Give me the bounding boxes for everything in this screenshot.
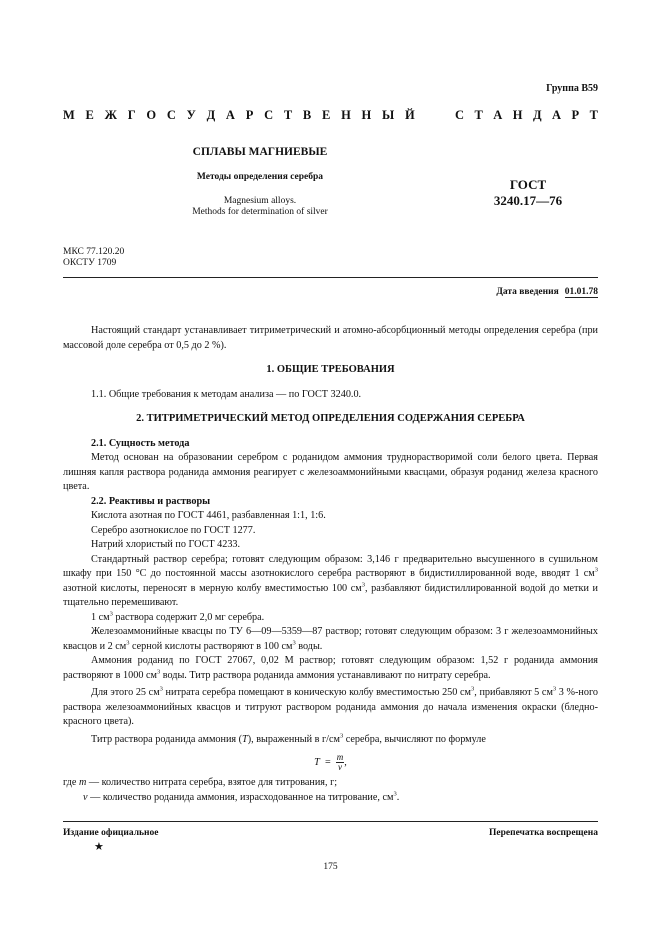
variable-m: m (78, 777, 87, 788)
clause-2-1-heading: 2.1. Сущность метода (91, 437, 190, 449)
interstate-standard-heading (63, 108, 598, 123)
heading-letter: Й (405, 108, 415, 122)
clause-2-1-text: Метод основан на образовании серебром с роданидом аммония труднорастворимой соли белого цвета. Первая лишняя капля раствора роданида аммония реагирует с железоаммонийными квасцами, образуя роданид железа красного цвета. (63, 452, 598, 492)
text-fragment: где (63, 777, 79, 788)
text-fragment: 3 %-ного раствора железоаммонийных квасцов и титруют раствором роданида аммония до начала изменения окраски (бледно-красного цвета). (63, 687, 598, 727)
text-fragment: Аммония роданид по ГОСТ 27067, 0,02 М раствор; готовят следующим образом: 1,52 г роданида аммония растворяют в 1000 см (63, 655, 598, 681)
reprint-prohibited: Перепечатка воспрещена (488, 828, 598, 838)
edition-official: Издание официальное (63, 828, 159, 838)
reagent-nitric-acid: Кислота азотная по ГОСТ 4461, разбавленная 1:1, 1:6. (91, 510, 326, 521)
superscript: 3 (159, 685, 163, 693)
title-main: СПЛАВЫ МАГНИЕВЫЕ (192, 146, 328, 158)
interstate-word (63, 108, 415, 123)
mks-code: МКС 77.120.20 (63, 247, 125, 257)
text-fragment: азотной кислоты, переносят в мерную колбу вместимостью 100 см (63, 582, 362, 594)
heading-letter: А (225, 108, 235, 122)
formula-equals: = (324, 756, 331, 768)
heading-letter: Ы (382, 108, 395, 122)
text-fragment: Для этого 25 см (91, 687, 160, 698)
intro-date-value: 01.01.78 (564, 287, 598, 297)
title-block (150, 146, 370, 218)
where-v (63, 791, 598, 806)
section-1-heading: 1. ОБЩИЕ ТРЕБОВАНИЯ (266, 364, 395, 375)
heading-letter: С (264, 108, 274, 122)
intro-date (496, 287, 598, 297)
superscript: 3 (594, 566, 598, 574)
solution-content-paragraph (63, 611, 598, 626)
heading-letter: А (552, 108, 562, 122)
variable-T: T (242, 733, 248, 745)
title-english-line2: Methods for determination of silver (192, 207, 328, 217)
superscript: 3 (156, 668, 161, 676)
standard-solution-paragraph (63, 553, 598, 611)
superscript: 3 (552, 685, 557, 693)
alum-paragraph (63, 625, 598, 654)
heading-letter: Г (127, 108, 136, 122)
text-fragment: . (396, 791, 400, 803)
heading-letter: Р (571, 108, 580, 122)
formula-numerator: m (336, 752, 344, 762)
text-fragment: ), выраженный в г/см (247, 733, 340, 745)
heading-letter: Р (245, 108, 254, 122)
text-fragment: воды. (295, 640, 323, 652)
clause-1-1: 1.1. Общие требования к методам анализа — по ГОСТ 3240.0. (91, 388, 362, 400)
section-2-heading: 2. ТИТРИМЕТРИЧЕСКИЙ МЕТОД ОПРЕДЕЛЕНИЯ СОДЕРЖАНИЯ СЕРЕБРА (136, 413, 525, 424)
procedure-paragraph (63, 686, 598, 730)
superscript: 3 (393, 790, 397, 798)
classification-codes (63, 247, 124, 269)
text-fragment: Стандартный раствор серебра; готовят следующим образом: 3,146 г предварительно высушенного в сушильном шкафу при 150 °С до постоянной массы азотнокислого серебра растворяют в бидистиллированной воде, вводят 1 см (63, 553, 598, 579)
ammonium-thiocyanate-paragraph (63, 654, 598, 683)
divider-bottom (63, 821, 598, 822)
formula (63, 753, 598, 772)
gost-label: ГОСТ (509, 177, 547, 192)
text-fragment: 1 см (91, 611, 110, 623)
heading-letter: О (146, 108, 157, 122)
heading-letter: Д (206, 108, 216, 122)
title-english (150, 196, 370, 218)
text-fragment: , разбавляют бидистиллированной водой до метки и тщательно перемешивают. (63, 582, 598, 608)
superscript: 3 (126, 639, 130, 647)
text-fragment: серебра, вычисляют по формуле (343, 733, 486, 745)
heading-letter: М (63, 108, 75, 122)
text-fragment: — количество роданида аммония, израсходованное на титрование, см (87, 791, 394, 803)
intro-paragraph: Настоящий стандарт устанавливает титриметрический и атомно-абсорбционный методы определения серебра (при массовой доле серебра от 0,5 до 2 %). (63, 325, 598, 351)
text-fragment: серной кислоты растворяют в 100 см (129, 640, 293, 652)
formula-comma: , (344, 756, 347, 768)
text-fragment: раствора содержит 2,0 мг серебра. (112, 611, 265, 623)
heading-letter: Е (321, 108, 331, 122)
text-fragment: воды. Титр раствора роданида аммония устанавливают по нитрату серебра. (160, 669, 491, 681)
standard-word (455, 108, 598, 123)
formula-lhs: T (314, 756, 320, 768)
text-fragment: нитрата серебра помещают в коническую колбу вместимостью 250 см (162, 687, 471, 698)
heading-letter: С (455, 108, 465, 122)
superscript: 3 (339, 732, 344, 740)
heading-letter: А (493, 108, 503, 122)
title-english-line1: Magnesium alloys. (223, 196, 297, 206)
text-fragment: Железоаммонийные квасцы по ТУ 6—09—5359—87 раствор; готовят следующим образом: 3 г железоаммонийных квасцов и 2 см (63, 626, 598, 652)
text-fragment: Титр раствора роданида аммония ( (91, 733, 243, 745)
page-number: 175 (323, 862, 338, 872)
superscript: 3 (471, 685, 475, 693)
title-sub: Методы определения серебра (196, 172, 324, 182)
text-fragment: , прибавляют 5 см (474, 687, 553, 698)
heading-letter: В (302, 108, 312, 122)
formula-denominator: v (338, 762, 343, 772)
heading-letter: Т (589, 108, 598, 122)
heading-letter: Н (512, 108, 523, 122)
heading-letter: Т (283, 108, 293, 122)
heading-letter: Ж (104, 108, 117, 122)
where-m (63, 776, 598, 791)
superscript: 3 (361, 581, 365, 589)
heading-letter: Д (532, 108, 542, 122)
reagent-silver-nitrate: Серебро азотнокислое по ГОСТ 1277. (91, 524, 256, 536)
heading-letter: У (186, 108, 196, 122)
superscript: 3 (109, 610, 113, 618)
clause-2-2-heading: 2.2. Реактивы и растворы (91, 495, 211, 507)
document-body (63, 324, 598, 805)
formula-fraction (336, 753, 345, 772)
heading-letter: Н (341, 108, 351, 122)
gost-number (478, 177, 578, 209)
reagent-sodium-chloride: Натрий хлористый по ГОСТ 4233. (91, 539, 241, 550)
text-fragment: — количество нитрата серебра, взятое для титрования, г; (86, 777, 338, 788)
gost-code: 3240.17—76 (493, 193, 563, 208)
divider-top (63, 277, 598, 278)
heading-letter: Н (361, 108, 372, 122)
heading-letter: Т (474, 108, 483, 122)
heading-letter: Е (85, 108, 94, 122)
star-icon: ★ (94, 841, 104, 853)
titer-paragraph (63, 733, 598, 748)
superscript: 3 (292, 639, 296, 647)
group-code: Группа В59 (546, 83, 598, 94)
variable-v: v (83, 791, 88, 803)
heading-letter: С (166, 108, 176, 122)
intro-date-label: Дата введения (496, 287, 559, 297)
okstu-code: ОКСТУ 1709 (63, 258, 117, 268)
